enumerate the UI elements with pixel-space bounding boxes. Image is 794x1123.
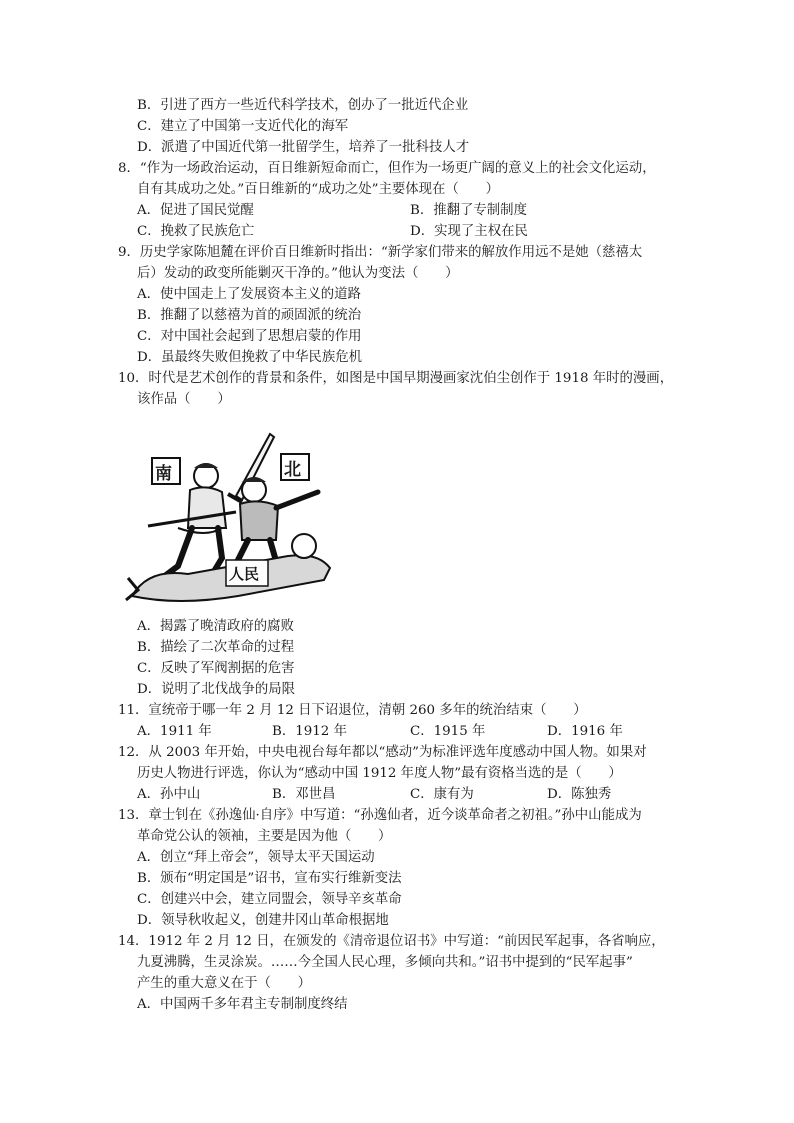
q10-option-b: B．描绘了二次革命的过程 bbox=[137, 640, 295, 655]
cartoon-image bbox=[118, 428, 358, 608]
q8-option-d: D．实现了主权在民 bbox=[410, 224, 528, 239]
q12-stem-line2: 历史人物进行评选，你认为“感动中国 1912 年度人物”最有资格当选的是（ ） bbox=[137, 766, 622, 781]
q11-option-d: D．1916 年 bbox=[547, 724, 623, 739]
q9-option-c: C．对中国社会起到了思想启蒙的作用 bbox=[137, 329, 362, 344]
q8-option-b: B．推翻了专制制度 bbox=[410, 203, 527, 218]
q10-option-a: A．揭露了晚清政府的腐败 bbox=[137, 619, 294, 634]
q9-option-b: B．推翻了以慈禧为首的顽固派的统治 bbox=[137, 308, 362, 323]
q12-option-b: B．邓世昌 bbox=[272, 787, 336, 802]
q13-stem-line1: 13．章士钊在《孙逸仙·自序》中写道：“孙逸仙者，近今谈革命者之初祖。”孙中山能成为 bbox=[118, 808, 642, 823]
q9-stem-line2: 后）发动的政变所能剿灭干净的。”他认为变法（ ） bbox=[137, 266, 459, 281]
q13-option-b: B．颁布“明定国是”诏书，宣布实行维新变法 bbox=[137, 871, 402, 886]
q8-option-a: A．促进了国民觉醒 bbox=[137, 203, 254, 218]
q10-stem-line2: 该作品（ ） bbox=[137, 392, 231, 407]
q11-option-b: B．1912 年 bbox=[272, 724, 347, 739]
cartoon-sign-south: 南 bbox=[155, 464, 172, 484]
q14-stem-line3: 产生的重大意义在于（ ） bbox=[137, 976, 312, 991]
q13-option-a: A．创立“拜上帝会”，领导太平天国运动 bbox=[137, 850, 375, 865]
q7-option-c: C．建立了中国第一支近代化的海军 bbox=[137, 119, 349, 134]
q14-stem-line2: 九夏沸腾，生灵涂炭。……今全国人民心理，多倾向共和。”诏书中提到的“民军起事” bbox=[137, 955, 633, 970]
q11-option-a: A．1911 年 bbox=[137, 724, 212, 739]
q7-option-b: B．引进了西方一些近代科学技术，创办了一批近代企业 bbox=[137, 98, 469, 113]
q10-option-d: D．说明了北伐战争的局限 bbox=[137, 682, 296, 697]
q8-stem-line2: 自有其成功之处。”百日维新的“成功之处”主要体现在（ ） bbox=[137, 182, 499, 197]
q9-stem-line1: 9．历史学家陈旭麓在评价百日维新时指出：“新学家们带来的解放作用远不是她（慈禧太 bbox=[118, 245, 643, 260]
q11-stem: 11．宣统帝于哪一年 2 月 12 日下诏退位，清朝 260 多年的统治结束（ ） bbox=[118, 703, 587, 718]
q8-stem-line1: 8．“作为一场政治运动，百日维新短命而亡，但作为一场更广阔的意义上的社会文化运动， bbox=[118, 161, 656, 176]
q12-option-d: D．陈独秀 bbox=[547, 787, 612, 802]
q10-option-c: C．反映了军阀割据的危害 bbox=[137, 661, 295, 676]
q10-stem-line1: 10．时代是艺术创作的背景和条件，如图是中国早期漫画家沈伯尘创作于 1918 年时的漫画， bbox=[118, 371, 674, 386]
q9-option-d: D．虽最终失败但挽救了中华民族危机 bbox=[137, 350, 362, 365]
q14-option-a: A．中国两千多年君主专制制度终结 bbox=[137, 997, 348, 1012]
q11-option-c: C．1915 年 bbox=[410, 724, 486, 739]
cartoon-label-people: 人民 bbox=[229, 565, 260, 583]
q12-option-a: A．孙中山 bbox=[137, 787, 201, 802]
q7-option-d: D．派遣了中国近代第一批留学生，培养了一批科技人才 bbox=[137, 140, 470, 155]
q13-option-d: D．领导秋收起义，创建井冈山革命根据地 bbox=[137, 913, 389, 928]
q12-stem-line1: 12．从 2003 年开始，中央电视台每年都以“感动”为标准评选年度感动中国人物。如果对 bbox=[118, 745, 647, 760]
q12-option-c: C．康有为 bbox=[410, 787, 474, 802]
q9-option-a: A．使中国走上了发展资本主义的道路 bbox=[137, 287, 361, 302]
q8-option-c: C．挽救了民族危亡 bbox=[137, 224, 255, 239]
cartoon-sign-north: 北 bbox=[284, 460, 301, 480]
q13-stem-line2: 革命党公认的领袖，主要是因为他（ ） bbox=[137, 829, 392, 844]
q13-option-c: C．创建兴中会，建立同盟会，领导辛亥革命 bbox=[137, 892, 402, 907]
q14-stem-line1: 14．1912 年 2 月 12 日，在颁发的《清帝退位诏书》中写道：“前因民军起事，各省响应， bbox=[118, 934, 665, 949]
